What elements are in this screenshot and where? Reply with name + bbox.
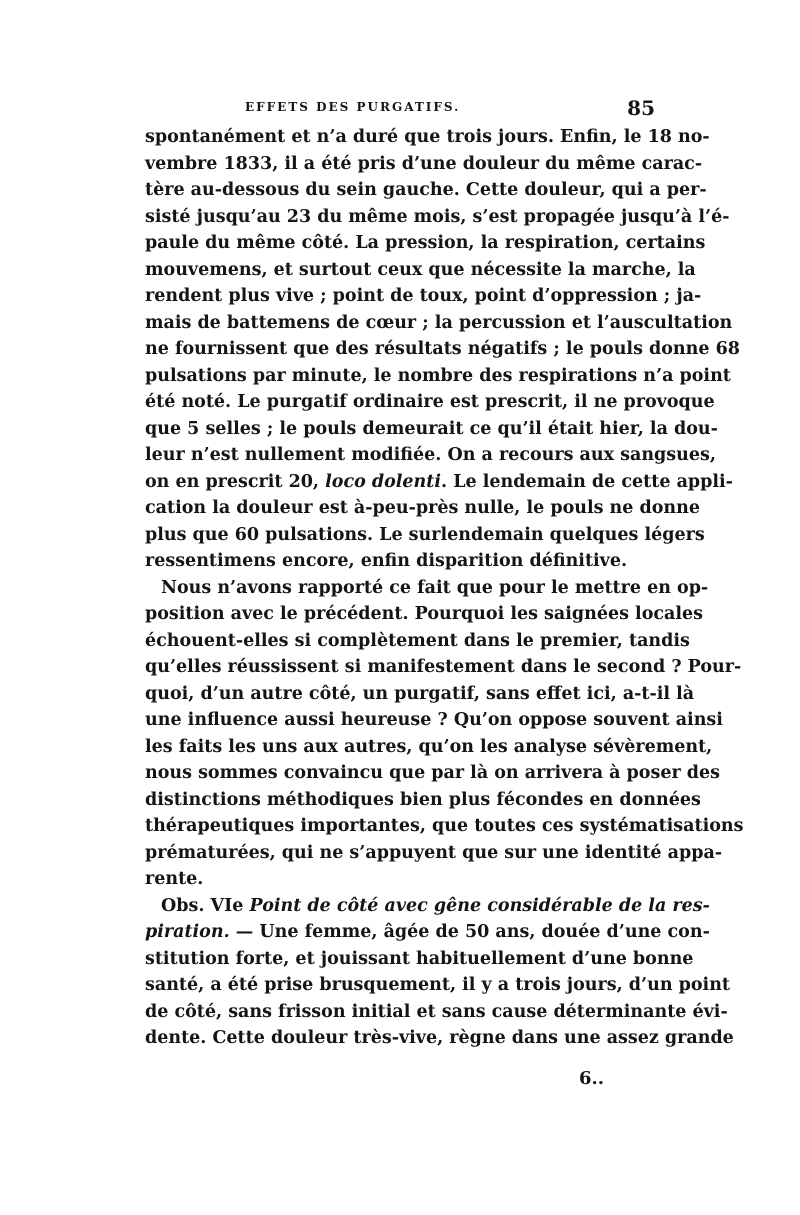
- text-segment: dente. Cette douleur très-vive, règne dans une assez grande: [145, 1028, 734, 1048]
- text-segment: paule du même côté. La pression, la respiration, certains: [145, 233, 706, 253]
- text-line: [145, 495, 701, 522]
- text-segment: prématurées, qui ne s’appuyent que sur une identité appa-: [145, 842, 723, 863]
- text-segment: vembre 1833, il a été pris d’une douleur du même carac-: [145, 153, 703, 174]
- text-segment: quoi, d’un autre côté, un purgatif, sans effet ici, a-t-il là: [145, 683, 695, 704]
- text-segment: — Une femme, âgée de 50 ans, douée d’une con-: [229, 922, 710, 942]
- text-line: [145, 257, 696, 284]
- text-line: [145, 919, 710, 946]
- text-segment: Obs. VIe: [161, 895, 250, 916]
- text-line: [145, 999, 728, 1026]
- body-text: [145, 124, 744, 1052]
- italic-text-segment: Point de côté avec gêne considérable de la res-: [249, 895, 710, 916]
- text-line: [145, 204, 730, 231]
- text-segment: distinctions méthodiques bien plus fécondes en données: [145, 789, 701, 810]
- signature-mark: 6..: [579, 1068, 605, 1089]
- page-number: 85: [627, 96, 655, 120]
- text-line: [145, 601, 704, 628]
- text-segment: que 5 selles ; le pouls demeurait ce qu’il était hier, la dou-: [145, 418, 718, 439]
- text-segment: ressentimens encore, enfin disparition définitive.: [145, 551, 628, 571]
- text-segment: plus que 60 pulsations. Le surlendemain quelques légers: [145, 524, 705, 545]
- text-line: [145, 893, 710, 920]
- text-segment: cation la douleur est à-peu-près nulle, le pouls ne donne: [145, 498, 701, 518]
- text-segment: rente.: [145, 869, 204, 889]
- text-line: [145, 230, 706, 257]
- page-header: [145, 96, 655, 122]
- text-segment: santé, a été prise brusquement, il y a trois jours, d’un point: [145, 975, 731, 995]
- text-line: [145, 1025, 734, 1052]
- text-line: [145, 522, 705, 549]
- italic-text-segment: loco dolenti: [325, 471, 442, 492]
- text-segment: de côté, sans frisson initial et sans cause déterminante évi-: [145, 1001, 728, 1022]
- text-segment: les faits les uns aux autres, qu’on les analyse sévèrement,: [145, 736, 713, 757]
- text-segment: pulsations par minute, le nombre des respirations n’a point: [145, 365, 731, 386]
- text-line: [145, 840, 723, 867]
- text-line: [145, 363, 731, 390]
- text-line: [145, 734, 713, 761]
- text-line: [145, 628, 690, 655]
- text-line: [145, 177, 707, 204]
- text-segment: qu’elles réussissent si manifestement dans le second ? Pour-: [145, 657, 742, 677]
- text-segment: tère au-dessous du sein gauche. Cette douleur, qui a per-: [145, 180, 707, 200]
- text-segment: on en prescrit 20,: [145, 471, 326, 492]
- text-segment: ne fournissent que des résultats négatifs ; le pouls donne 68: [145, 339, 740, 359]
- text-segment: été noté. Le purgatif ordinaire est prescrit, il ne provoque: [145, 392, 715, 412]
- text-segment: sisté jusqu’au 23 du même mois, s’est propagée jusqu’à l’é-: [145, 206, 730, 227]
- text-segment: mais de battemens de cœur ; la percussion et l’auscultation: [145, 312, 733, 333]
- text-segment: une influence aussi heureuse ? Qu’on oppose souvent ainsi: [145, 710, 723, 730]
- text-segment: échouent-elles si complètement dans le premier, tandis: [145, 630, 690, 651]
- text-segment: position avec le précédent. Pourquoi les saignées locales: [145, 604, 704, 624]
- text-segment: spontanément et n’a duré que trois jours. Enfin, le 18 no-: [145, 127, 710, 147]
- text-line: [145, 310, 733, 337]
- text-line: [145, 866, 653, 893]
- text-line: [145, 575, 709, 602]
- text-line: [145, 813, 744, 840]
- text-line: [145, 654, 742, 681]
- text-line: [145, 681, 695, 708]
- text-line: [145, 760, 720, 787]
- text-segment: stitution forte, et jouissant habituellement d’une bonne: [145, 948, 694, 969]
- text-line: [145, 972, 731, 999]
- text-line: [145, 336, 740, 363]
- italic-text-segment: piration.: [145, 922, 230, 942]
- text-line: [145, 442, 716, 469]
- text-line: [145, 416, 718, 443]
- text-line: [145, 707, 723, 734]
- text-segment: . Le lendemain de cette appli-: [441, 471, 733, 492]
- text-line: [145, 946, 694, 973]
- text-line: [145, 151, 703, 178]
- text-line: [145, 389, 715, 416]
- text-segment: rendent plus vive ; point de toux, point d’oppression ; ja-: [145, 286, 702, 306]
- text-segment: Nous n’avons rapporté ce fait que pour le mettre en op-: [161, 577, 709, 598]
- text-line: [145, 787, 701, 814]
- text-segment: leur n’est nullement modifiée. On a recours aux sangsues,: [145, 445, 716, 465]
- text-line: [145, 283, 702, 310]
- running-title: EFFETS DES PURGATIFS.: [245, 100, 461, 114]
- text-segment: nous sommes convaincu que par là on arrivera à poser des: [145, 763, 720, 783]
- text-segment: mouvemens, et surtout ceux que nécessite la marche, la: [145, 259, 696, 280]
- text-line: [145, 124, 710, 151]
- text-segment: thérapeutiques importantes, que toutes ces systématisations: [145, 816, 744, 836]
- text-line: [145, 469, 733, 496]
- text-line: [145, 548, 653, 575]
